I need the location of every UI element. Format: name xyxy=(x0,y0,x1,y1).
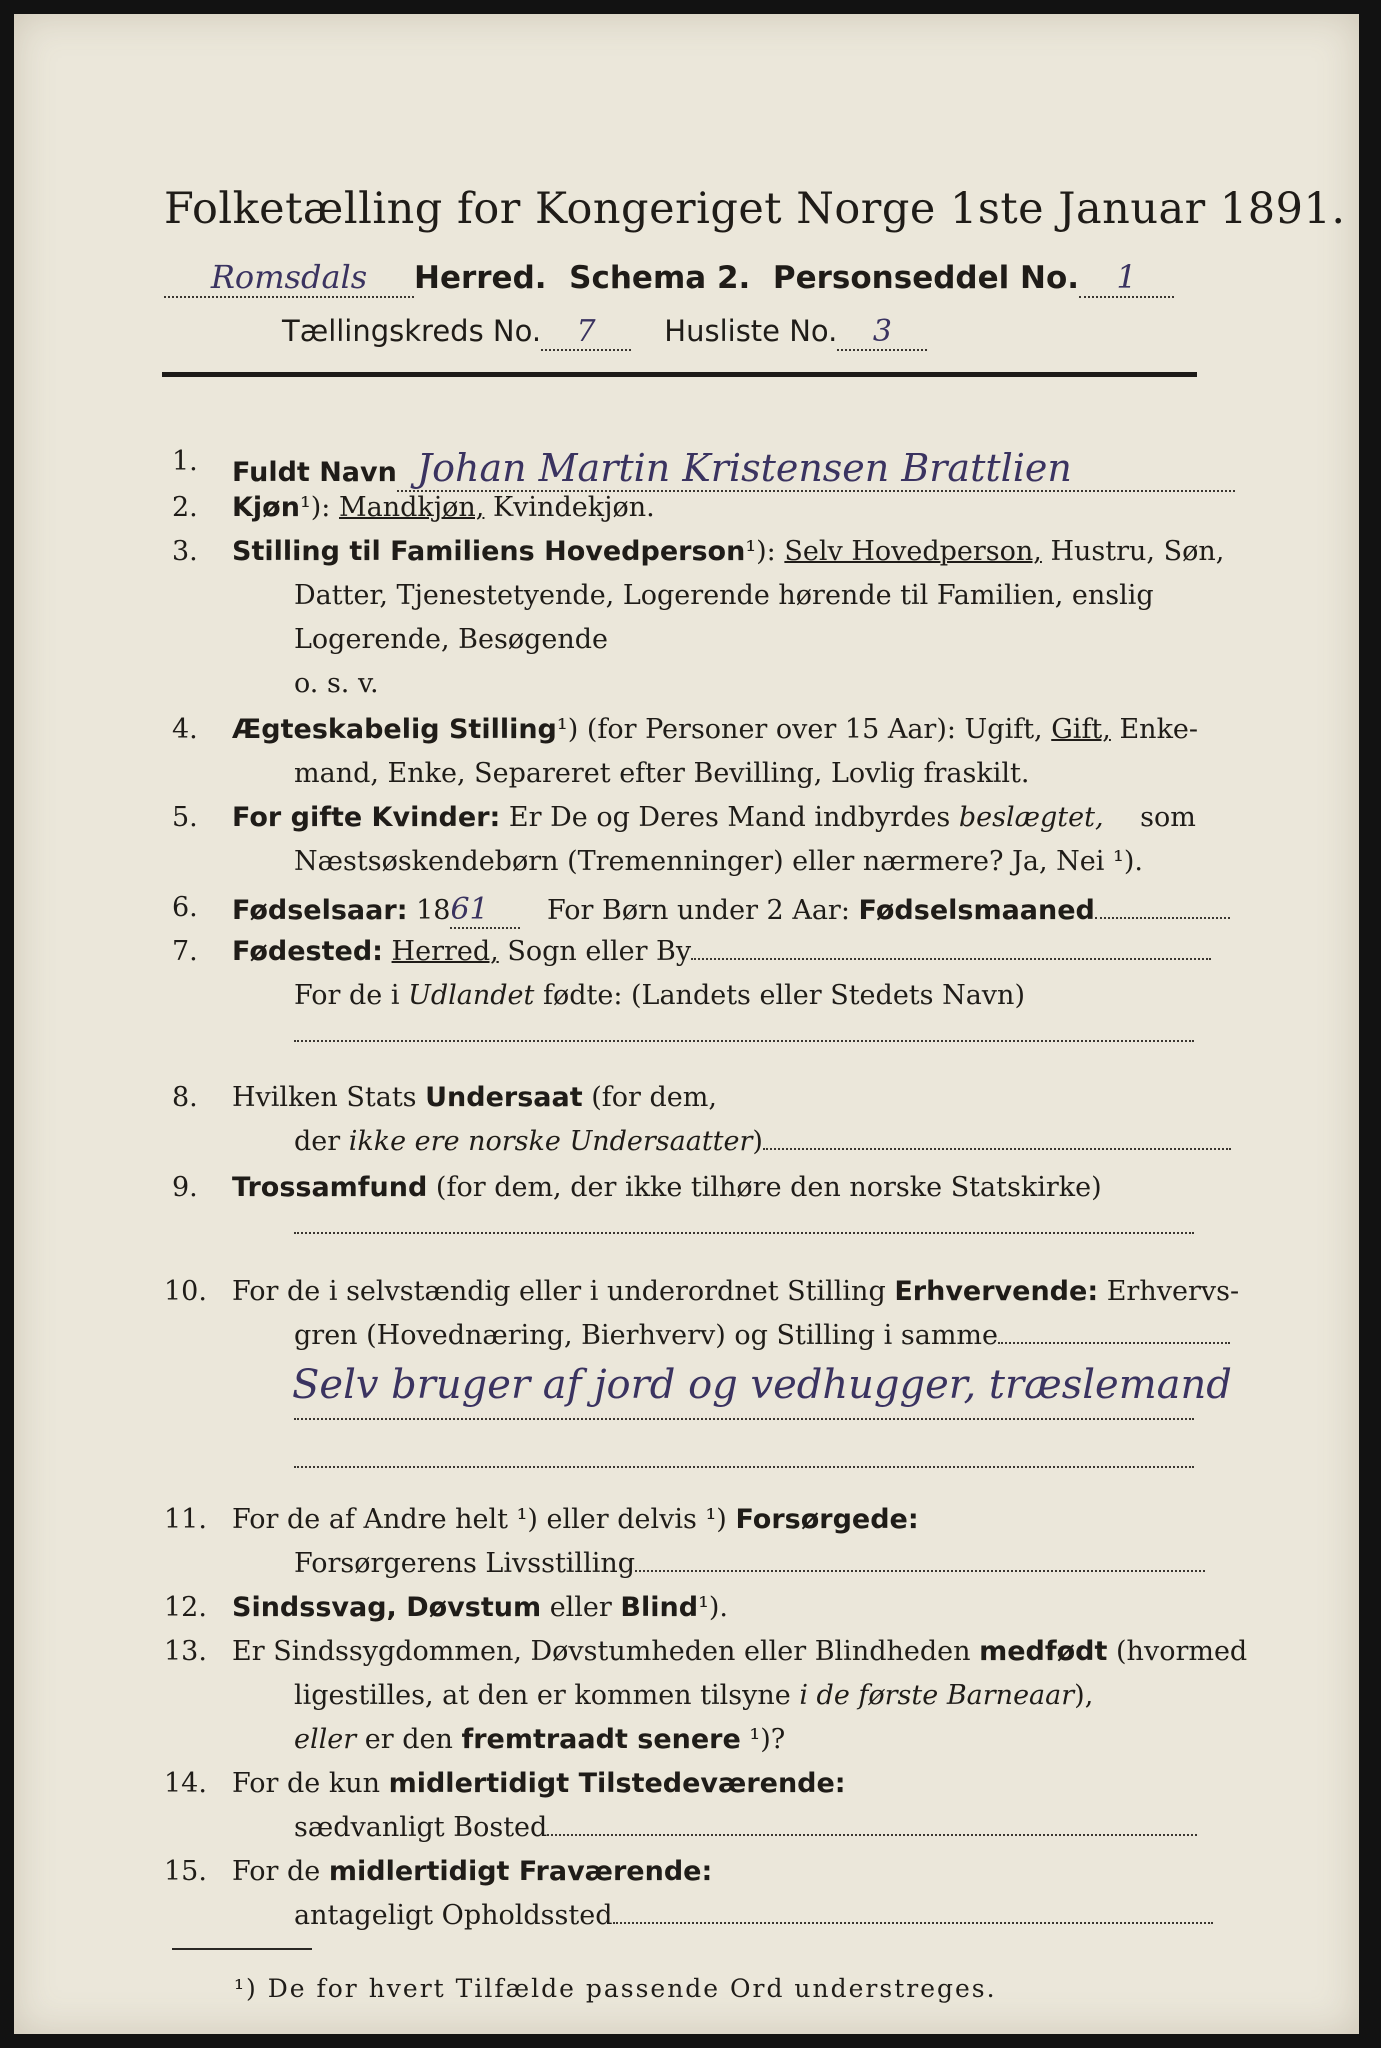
q10-label: Erhvervende: xyxy=(894,1276,1099,1307)
q1-number: 1. xyxy=(172,446,198,477)
header-herred-row xyxy=(164,258,1174,298)
q13-label-2: fremtraadt senere xyxy=(461,1724,741,1755)
q7-blank-line xyxy=(294,1040,1194,1042)
q2-number: 2. xyxy=(172,492,198,523)
q4-line2: mand, Enke, Separeret efter Bevilling, Lovlig fraskilt. xyxy=(294,758,1030,789)
q3-line4: o. s. v. xyxy=(294,668,379,699)
q10-line4 xyxy=(294,1466,1194,1468)
q13-line3: eller er den fremtraadt senere ¹)? xyxy=(294,1724,786,1755)
q10-line3 xyxy=(294,1418,1194,1420)
q9-number: 9. xyxy=(172,1172,198,1203)
header-kreds-row xyxy=(282,314,927,351)
q8-label: Undersaat xyxy=(425,1082,583,1113)
q7-selected-option: Herred, xyxy=(391,936,499,967)
q10-number: 10. xyxy=(164,1276,207,1307)
q6-row: Fødselsaar: 1861 For Børn under 2 Aar: Fødselsmaaned xyxy=(232,892,1230,929)
q3-line3: Logerende, Besøgende xyxy=(294,624,608,655)
q15-number: 15. xyxy=(164,1856,207,1887)
q11-line2: Forsørgerens Livsstilling xyxy=(294,1548,1205,1579)
q14-number: 14. xyxy=(164,1768,207,1799)
husliste-label: Husliste No. xyxy=(664,314,838,348)
q14-row: For de kun midlertidigt Tilstedeværende: xyxy=(232,1768,846,1799)
q13-row: Er Sindssygdommen, Døvstumheden eller Blindheden medfødt (hvormed xyxy=(232,1636,1248,1667)
q8-number: 8. xyxy=(172,1082,198,1113)
q9-label: Trossamfund xyxy=(232,1172,428,1203)
q3-line2: Datter, Tjenestetyende, Logerende hørende til Familien, enslig xyxy=(294,580,1154,611)
personseddel-label: Personseddel No. xyxy=(772,260,1080,296)
q6-label: Fødselsaar: xyxy=(232,895,408,926)
q9-blank-line xyxy=(294,1232,1194,1234)
q13-label: medfødt xyxy=(979,1636,1108,1667)
q7-number: 7. xyxy=(172,936,198,967)
q13-number: 13. xyxy=(164,1636,207,1667)
q6-birth-year-value: 61 xyxy=(450,892,489,927)
form-title: Folketælling for Kongeriget Norge 1ste Januar 1891. xyxy=(164,184,1346,234)
q9-row: Trossamfund (for dem, der ikke tilhøre den norske Statskirke) xyxy=(232,1172,1102,1203)
q4-label: Ægteskabelig Stilling xyxy=(232,714,557,745)
q10-row: For de i selvstændig eller i underordnet Stilling Erhvervende: Erhvervs- xyxy=(232,1276,1240,1307)
q5-label: For gifte Kvinder: xyxy=(232,802,501,833)
q13-line2: ligestilles, at den er kommen tilsyne i de første Barneaar), xyxy=(294,1680,1094,1711)
q3-selected-option: Selv Hovedperson, xyxy=(784,536,1042,567)
q12-row: Sindssvag, Døvstum eller Blind¹). xyxy=(232,1592,729,1623)
q3-number: 3. xyxy=(172,536,198,567)
q11-row: For de af Andre helt ¹) eller delvis ¹) Forsørgede: xyxy=(232,1504,919,1535)
q6-number: 6. xyxy=(172,892,198,923)
q4-number: 4. xyxy=(172,714,198,745)
q3-label: Stilling til Familiens Hovedperson xyxy=(232,536,746,567)
q12-label-2: Blind xyxy=(620,1592,699,1623)
q7-row: Fødested: Herred, Sogn eller By xyxy=(232,936,1211,967)
q10-occupation-value: Selv bruger af jord og vedhugger, træslemand xyxy=(292,1362,1232,1408)
q1-name-value: Johan Martin Kristensen Brattlien xyxy=(416,446,1072,490)
q5-line2: Næstsøskendebørn (Tremenninger) eller nærmere? Ja, Nei ¹). xyxy=(294,846,1143,877)
q11-number: 11. xyxy=(164,1504,207,1535)
q2-selected-option: Mandkjøn, xyxy=(339,492,485,523)
herred-label: Herred. xyxy=(414,260,547,296)
kreds-value: 7 xyxy=(576,314,596,349)
header-rule xyxy=(162,372,1197,377)
husliste-value: 3 xyxy=(872,314,892,349)
kreds-label: Tællingskreds No. xyxy=(282,314,542,348)
q8-row: Hvilken Stats Undersaat (for dem, xyxy=(232,1082,717,1113)
q14-label: midlertidigt Tilstedeværende: xyxy=(388,1768,846,1799)
footnote: ¹) De for hvert Tilfælde passende Ord understreges. xyxy=(234,1974,997,2003)
q7-line2: For de i Udlandet fødte: (Landets eller Stedets Navn) xyxy=(294,980,1025,1011)
q4-selected-option: Gift, xyxy=(1051,714,1111,745)
q11-label: Forsørgede: xyxy=(735,1504,919,1535)
q1-row xyxy=(232,446,1235,492)
personseddel-value: 1 xyxy=(1116,258,1137,296)
q12-number: 12. xyxy=(164,1592,207,1623)
q1-label: Fuldt Navn xyxy=(232,457,397,488)
q2-row: Kjøn¹): Mandkjøn, Kvindekjøn. xyxy=(232,492,655,523)
q15-label: midlertidigt Fraværende: xyxy=(328,1856,713,1887)
schema-label: Schema 2. xyxy=(569,260,751,296)
q6-label-2: Fødselsmaaned xyxy=(858,895,1095,926)
q15-line2: antageligt Opholdssted xyxy=(294,1900,1213,1931)
footnote-rule xyxy=(172,1948,312,1950)
q3-row: Stilling til Familiens Hovedperson¹): Selv Hovedperson, Hustru, Søn, xyxy=(232,536,1225,567)
census-form xyxy=(14,14,1359,2034)
q5-number: 5. xyxy=(172,802,198,833)
q2-option-2: Kvindekjøn. xyxy=(493,492,655,523)
q10-line2: gren (Hovednæring, Bierhverv) og Stilling i samme xyxy=(294,1320,1230,1351)
herred-value: Romsdals xyxy=(210,258,368,296)
q14-line2: sædvanligt Bosted xyxy=(294,1812,1197,1843)
q4-row: Ægteskabelig Stilling¹) (for Personer over 15 Aar): Ugift, Gift, Enke- xyxy=(232,714,1199,745)
q8-line2: der ikke ere norske Undersaatter) xyxy=(294,1126,1231,1157)
q2-label: Kjøn xyxy=(232,492,300,523)
q5-row: For gifte Kvinder: Er De og Deres Mand indbyrdes beslægtet, som xyxy=(232,802,1196,833)
q15-row: For de midlertidigt Fraværende: xyxy=(232,1856,713,1887)
q7-label: Fødested: xyxy=(232,936,383,967)
q12-label: Sindssvag, Døvstum xyxy=(232,1592,542,1623)
